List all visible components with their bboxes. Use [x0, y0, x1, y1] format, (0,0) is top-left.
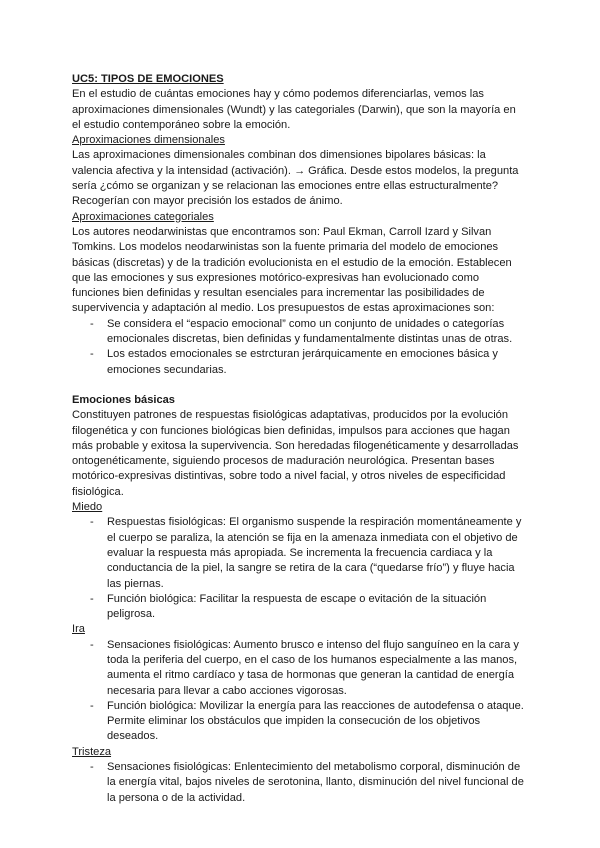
list-item: - Sensaciones fisiológicas: Aumento brusco e intenso del flujo sanguíneo en la cara y toda la periferia del cuerpo, en el caso de los humanos especialmente a las manos, aumenta el ritmo cardíaco y tasa de hormonas que generan la cantidad de energía necesaria para llevar a cabo acciones vigorosas.	[72, 638, 527, 699]
miedo-heading: Miedo	[72, 501, 103, 514]
dimensional-heading: Aproximaciones dimensionales	[72, 134, 225, 147]
list-item: - Los estados emocionales se estrcturan jerárquicamente en emociones básica y emociones secundarias.	[72, 347, 527, 378]
list-item: - Respuestas fisiológicas: El organismo suspende la respiración momentáneamente y el cuerpo se paraliza, la atención se fija en la amenaza inmediata con el objetivo de evaluar la respuesta más apropiada. Se incrementa la frecuencia cardiaca y la conductancia de la piel, la sangre se retira de la cara (“quedarse frío”) y fluye hacia las piernas.	[72, 515, 527, 591]
list-item: - Función biológica: Movilizar la energía para las reacciones de autodefensa o ataque. Permite eliminar los obstáculos que impiden la consecución de los objetivos deseados.	[72, 699, 527, 745]
categorical-heading: Aproximaciones categoriales	[72, 210, 214, 223]
ira-heading: Ira	[72, 623, 85, 636]
basic-emotions-heading: Emociones básicas	[72, 393, 175, 406]
categorical-paragraph: Los autores neodarwinistas que encontramos son: Paul Ekman, Carroll Izard y Silvan Tomkins. Los modelos neodarwinistas son la fuente primaria del modelo de emociones básicas (discretas) y de la tradición evolucionista en el estudio de la emoción. Establecen que las emociones y sus expresiones motórico-expresivas han evolucionado como funciones bien definidas y resultan esenciales para incrementar las posibilidades de supervivencia y adaptación al medio. Los presupuestos de estas aproximaciones son:	[72, 225, 512, 315]
list-item: - Función biológica: Facilitar la respuesta de escape o evitación de la situación peligrosa.	[72, 592, 527, 623]
document-title: UC5: TIPOS DE EMOCIONES	[72, 73, 224, 85]
ira-list	[72, 638, 527, 745]
dimensional-paragraph: Las aproximaciones dimensionales combinan dos dimensiones bipolares básicas: la valencia afectiva y la intensidad (activación). → Gráfica. Desde estos modelos, la pregunta sería ¿cómo se organizan y se relacionan las emociones entre ellas estructuralmente? Recogerían con mayor precisión los estados de ánimo.	[72, 149, 519, 208]
tristeza-list	[72, 760, 527, 806]
miedo-list	[72, 515, 527, 622]
categorical-list	[72, 317, 527, 378]
list-item: - Se considera el “espacio emocional” como un conjunto de unidades o categorías emocionales discretas, bien definidas y fundamentalmente distintas unas de otras.	[72, 317, 527, 348]
intro-paragraph: En el estudio de cuántas emociones hay y cómo podemos diferenciarlas, vemos las aproximaciones dimensionales (Wundt) y las categoriales (Darwin), que son la mayoría en el estudio contemporáneo sobre la emoción.	[72, 88, 516, 131]
list-item: - Sensaciones fisiológicas: Enlentecimiento del metabolismo corporal, disminución de la energía vital, bajos niveles de serotonina, llanto, disminución del nivel funcional de la persona o de la actividad.	[72, 760, 527, 806]
tristeza-heading: Tristeza	[72, 745, 112, 758]
document-page	[72, 72, 527, 806]
basic-emotions-paragraph: Constituyen patrones de respuestas fisiológicas adaptativas, producidos por la evolución filogenética y con funciones biológicas bien definidas, impulsos para acciones que hagan más probable y exitosa la supervivencia. Son heredadas filogenéticamente y desarrolladas ontogenéticamente, siguiendo procesos de maduración neurológica. Presentan bases motórico-expresivas distintivas, sobre todo a nivel facial, y otros niveles de especificidad fisiológica.	[72, 409, 519, 498]
